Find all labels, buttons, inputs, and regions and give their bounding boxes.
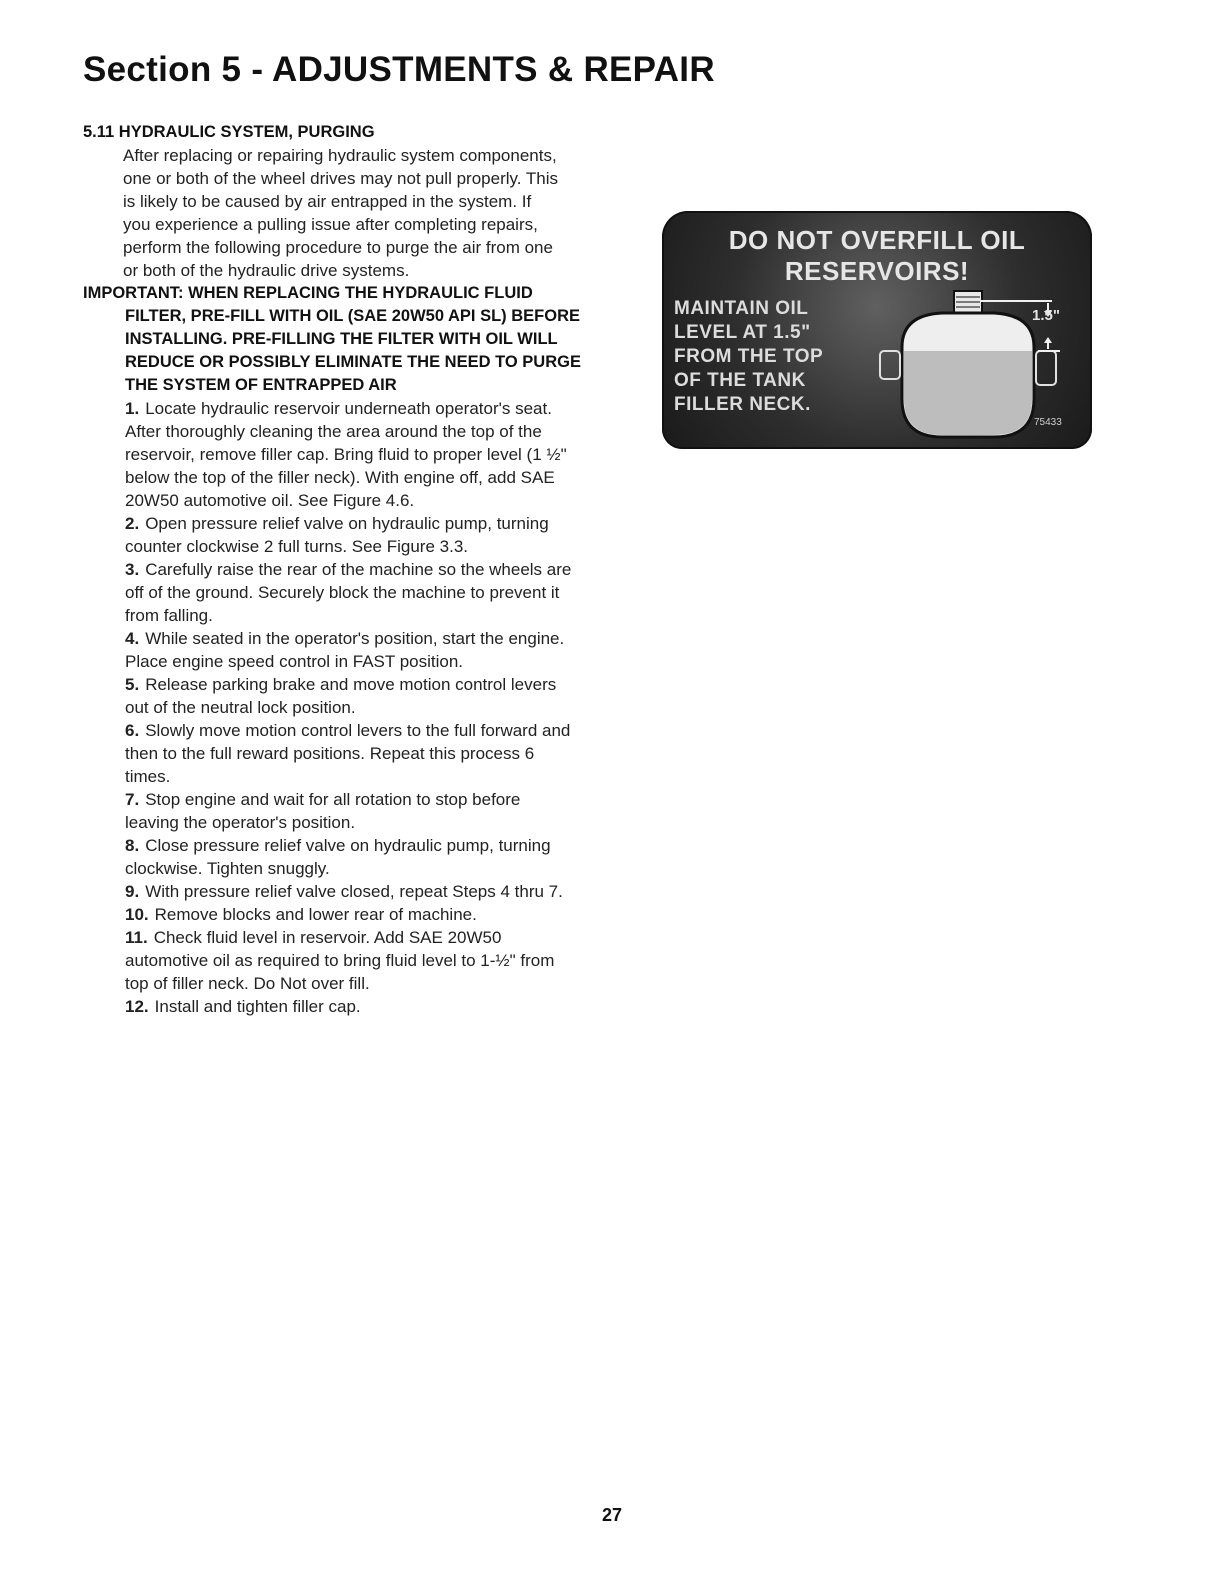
oil-level-shape xyxy=(904,351,1032,435)
procedure-step xyxy=(125,788,575,834)
decal-text-line: FROM THE TOP xyxy=(674,346,824,367)
step-text: While seated in the operator's position, start the engine. Place engine speed control in FAST position. xyxy=(125,629,565,671)
procedure-step xyxy=(125,512,575,558)
oil-warning-decal xyxy=(662,211,1092,449)
step-number: 7. xyxy=(125,790,140,809)
decal-text-line: LEVEL AT 1.5" xyxy=(674,322,811,343)
step-text: Locate hydraulic reservoir underneath operator's seat. After thoroughly cleaning the area around the top of the reservoir, remove filler cap. Bring fluid to proper level (1 ½" below the top of the filler neck). With engine off, add SAE 20W50 automotive oil. See Figure 4.6. xyxy=(125,399,567,510)
step-text: Release parking brake and move motion control levers out of the neutral lock position. xyxy=(125,675,557,717)
decal-text-line: FILLER NECK. xyxy=(674,394,811,415)
step-number: 1. xyxy=(125,399,140,418)
page-title: Section 5 - ADJUSTMENTS & REPAIR xyxy=(83,50,715,89)
step-number: 11. xyxy=(125,928,148,947)
procedure-step xyxy=(125,834,575,880)
procedure-step xyxy=(125,926,575,995)
decal-title xyxy=(662,225,1092,287)
section-heading: 5.11 HYDRAULIC SYSTEM, PURGING xyxy=(83,123,375,141)
step-number: 2. xyxy=(125,514,140,533)
step-number: 5. xyxy=(125,675,140,694)
decal-text-line: MAINTAIN OIL xyxy=(674,298,809,319)
decal-title-line: RESERVOIRS! xyxy=(784,256,970,286)
step-text: Remove blocks and lower rear of machine. xyxy=(154,905,477,924)
procedure-step xyxy=(125,627,575,673)
content-column xyxy=(83,121,583,1018)
step-text: Check fluid level in reservoir. Add SAE 20W50 automotive oil as required to bring fluid level to 1-½" from top of filler neck. Do Not over fill. xyxy=(125,928,555,993)
procedure-step xyxy=(125,903,575,926)
procedure-step xyxy=(125,719,575,788)
step-text: Close pressure relief valve on hydraulic pump, turning clockwise. Tighten snuggly. xyxy=(125,836,551,878)
important-notice: IMPORTANT: WHEN REPLACING THE HYDRAULIC FLUID FILTER, PRE-FILL WITH OIL (SAE 20W50 API SL) BEFORE INSTALLING. PRE-FILLING THE FILTER WITH OIL WILL REDUCE OR POSSIBLY ELIMINATE THE NEED TO PURGE THE SYSTEM OF ENTRAPPED AIR xyxy=(83,284,581,394)
step-text: Stop engine and wait for all rotation to stop before leaving the operator's position. xyxy=(125,790,521,832)
decal-part-code: 75433 xyxy=(1034,417,1062,428)
decal-dimension: 1.5" xyxy=(1032,307,1060,324)
step-number: 9. xyxy=(125,882,140,901)
step-text: Slowly move motion control levers to the full forward and then to the full reward positions. Repeat this process 6 times. xyxy=(125,721,571,786)
procedure-step xyxy=(125,673,575,719)
step-text: Carefully raise the rear of the machine so the wheels are off of the ground. Securely block the machine to prevent it from falling. xyxy=(125,560,572,625)
step-text: With pressure relief valve closed, repeat Steps 4 thru 7. xyxy=(145,882,563,901)
step-number: 3. xyxy=(125,560,140,579)
step-text: Install and tighten filler cap. xyxy=(154,997,361,1016)
step-number: 10. xyxy=(125,905,149,924)
decal-title-line: DO NOT OVERFILL OIL xyxy=(728,225,1026,255)
procedure-step xyxy=(125,558,575,627)
procedure-step xyxy=(125,995,575,1018)
step-text: Open pressure relief valve on hydraulic pump, turning counter clockwise 2 full turns. See Figure 3.3. xyxy=(125,514,549,556)
procedure-step xyxy=(125,880,575,903)
step-number: 12. xyxy=(125,997,149,1016)
decal-text-line: OF THE TANK xyxy=(674,370,806,391)
step-number: 6. xyxy=(125,721,140,740)
intro-paragraph: After replacing or repairing hydraulic system components, one or both of the wheel drives may not pull properly. This is likely to be caused by air entrapped in the system. If you experience a pulling issue after completing repairs, perform the following procedure to purge the air from one or both of the hydraulic drive systems. xyxy=(123,146,558,280)
procedure-steps xyxy=(125,397,575,1018)
procedure-step xyxy=(125,397,575,512)
step-number: 8. xyxy=(125,836,140,855)
step-number: 4. xyxy=(125,629,140,648)
decal-instructions xyxy=(674,297,874,417)
page-number: 27 xyxy=(601,1505,623,1525)
